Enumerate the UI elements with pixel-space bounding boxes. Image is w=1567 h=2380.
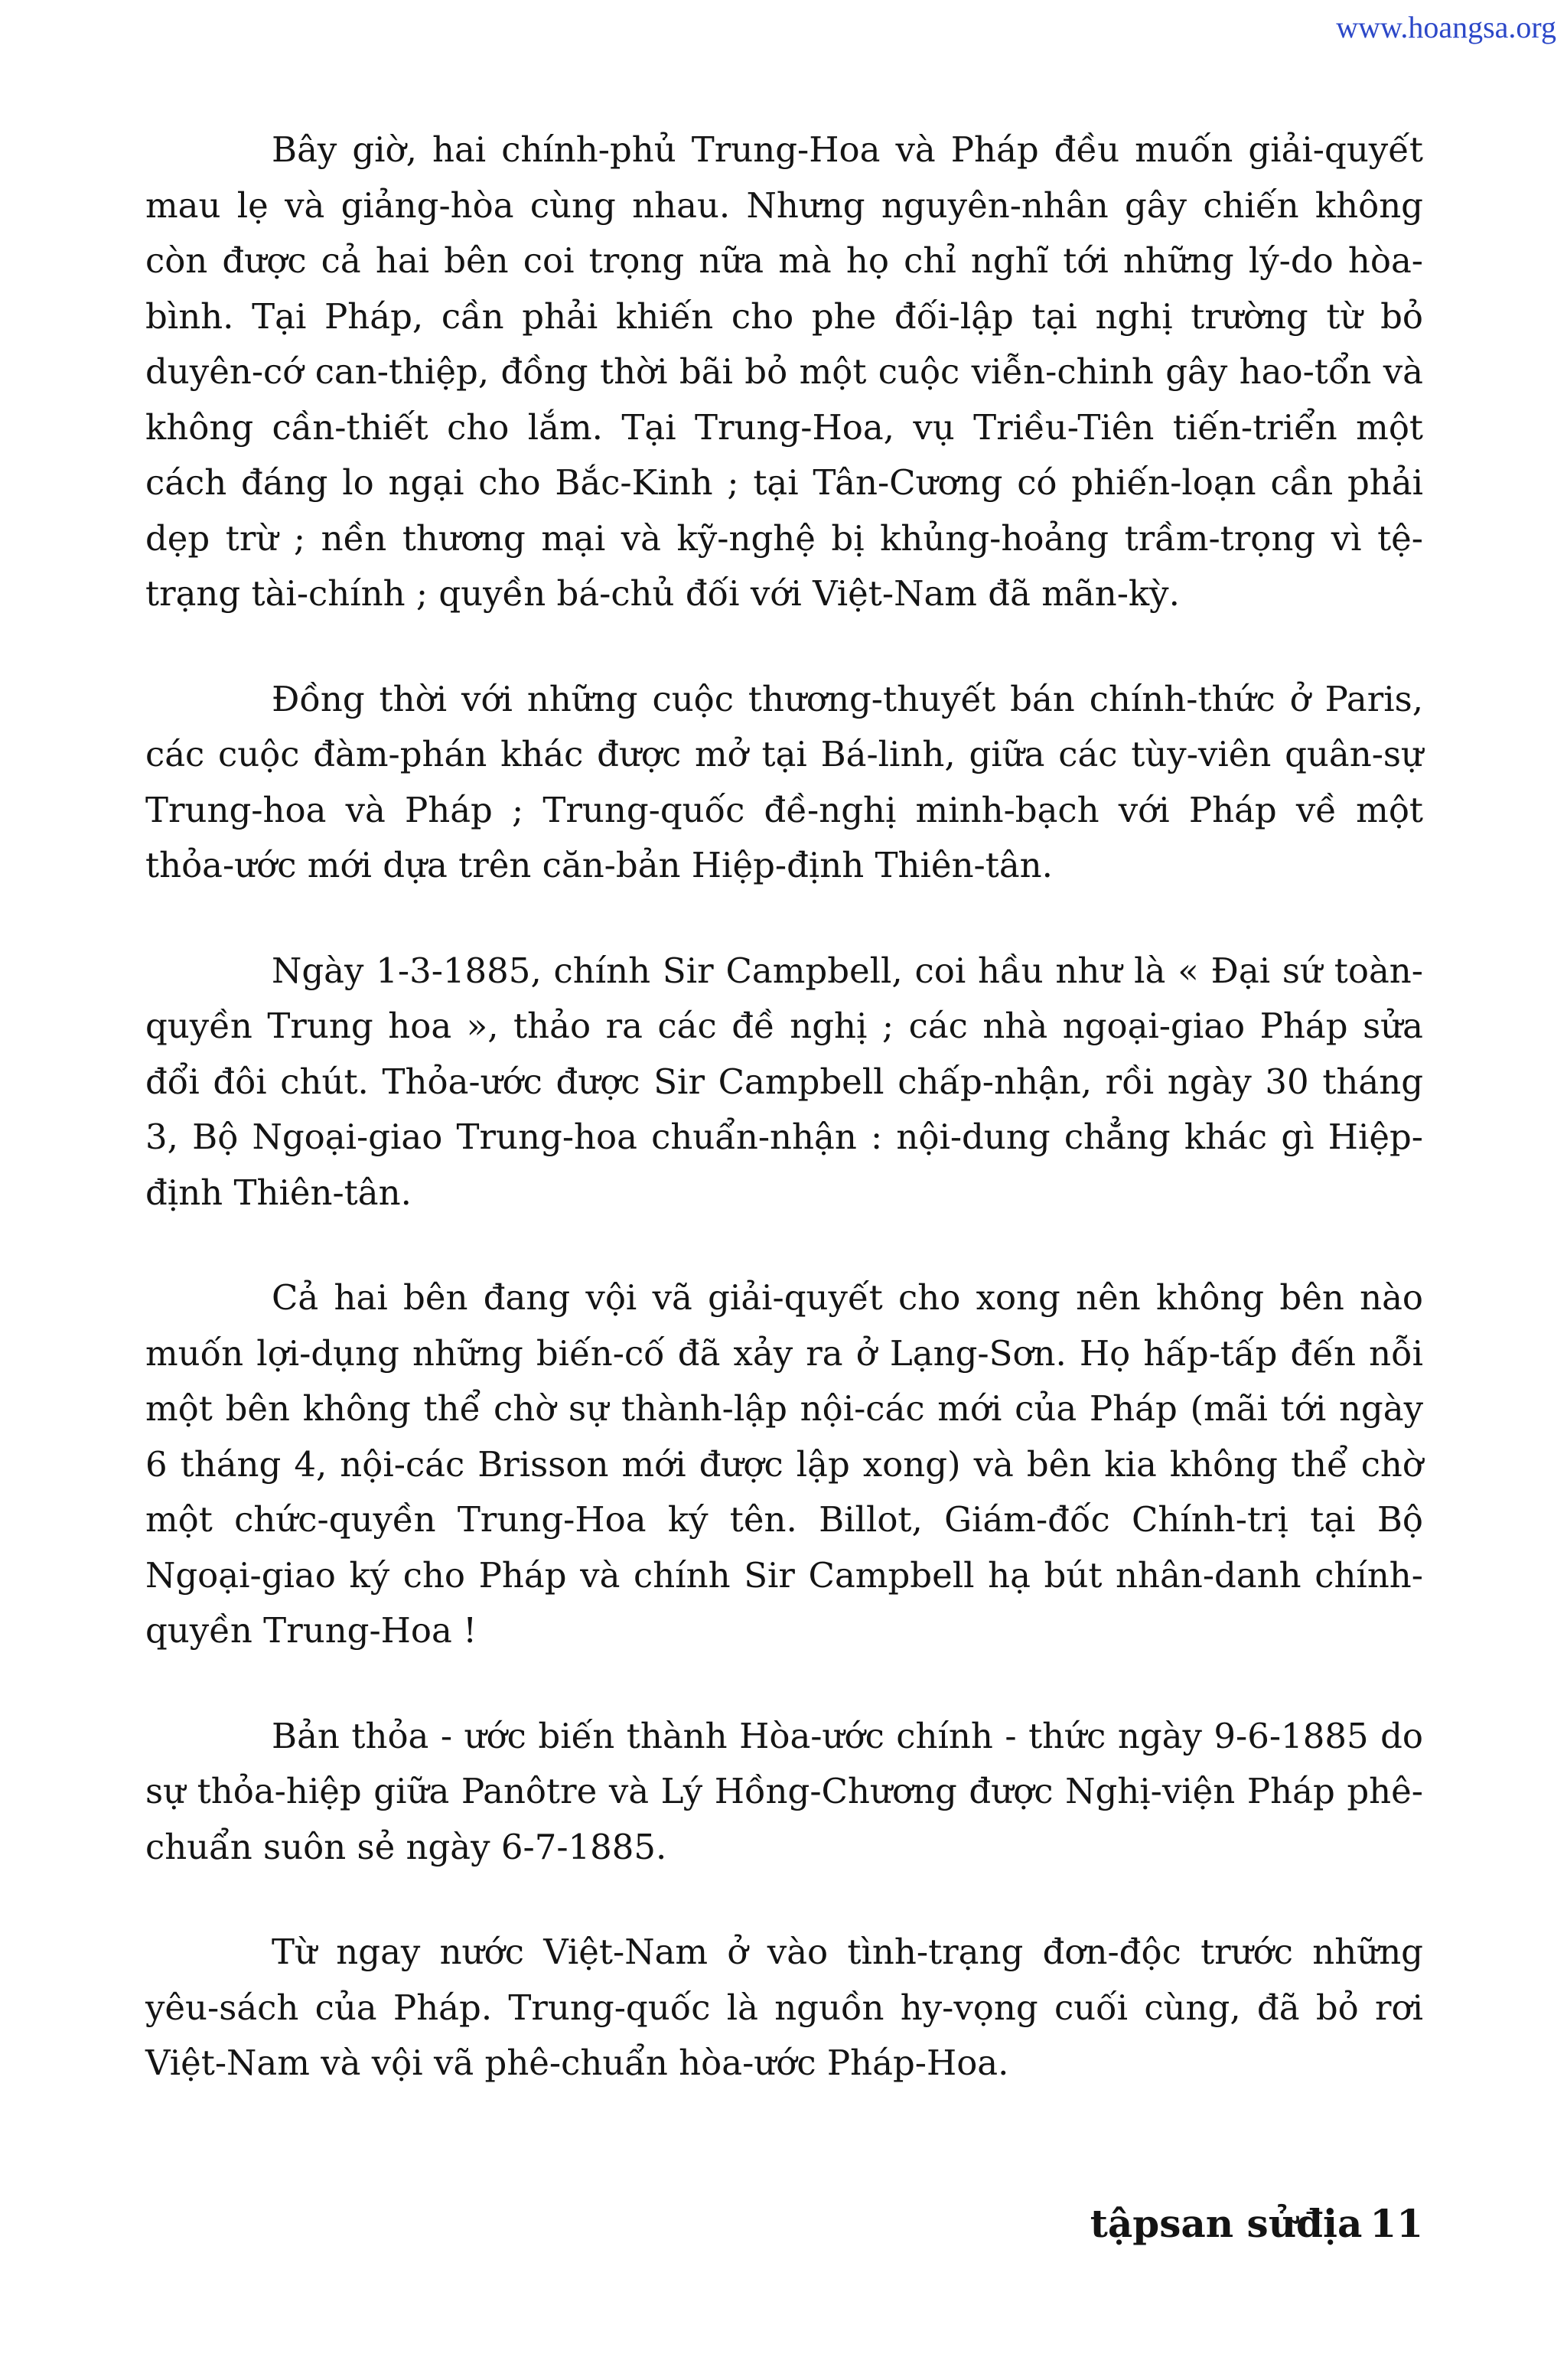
paragraph-4: Cả hai bên đang vội vã giải-quyết cho xong nên không bên nào muốn lợi-dụng những biến-cố đã xảy ra ở Lạng-Sơn. Họ hấp-tấp đến nỗi một bên không thể chờ sự thành-lập nội-các mới của Pháp (mãi tới ngày 6 tháng 4, nội-các Brisson mới được lập xong) và bên kia không thể chờ một chức-quyền Trung-Hoa ký tên. Billot, Giám-đốc Chính-trị tại Bộ Ngoại-giao ký cho Pháp và chính Sir Campbell hạ bút nhân-danh chính-quyền Trung-Hoa ! bbox=[145, 1277, 1423, 1651]
page-footer bbox=[1083, 2201, 1423, 2246]
publication-name: tậpsan sửđịa bbox=[1090, 2201, 1363, 2246]
page-body bbox=[145, 122, 1423, 2141]
paragraph-2: Đồng thời với những cuộc thương-thuyết bán chính-thức ở Paris, các cuộc đàm-phán khác được mở tại Bá-linh, giữa các tùy-viên quân-sự Trung-hoa và Pháp ; Trung-quốc đề-nghị minh-bạch với Pháp về một thỏa-ước mới dựa trên căn-bản Hiệp-định Thiên-tân. bbox=[145, 678, 1423, 885]
website-link[interactable]: www.hoangsa.org bbox=[1336, 10, 1556, 44]
paragraph-1: Bây giờ, hai chính-phủ Trung-Hoa và Pháp đều muốn giải-quyết mau lẹ và giảng-hòa cùng nhau. Nhưng nguyên-nhân gây chiến không còn được cả hai bên coi trọng nữa mà họ chỉ nghĩ tới những lý-do hòa-bình. Tại Pháp, cần phải khiến cho phe đối-lập tại nghị trường từ bỏ duyên-cớ can-thiệp, đồng thời bãi bỏ một cuộc viễn-chinh gây hao-tổn và không cần-thiết cho lắm. Tại Trung-Hoa, vụ Triều-Tiên tiến-triển một cách đáng lo ngại cho Bắc-Kinh ; tại Tân-Cương có phiến-loạn cần phải dẹp trừ ; nền thương mại và kỹ-nghệ bị khủng-hoảng trầm-trọng vì tệ-trạng tài-chính ; quyền bá-chủ đối với Việt-Nam đã mãn-kỳ. bbox=[145, 129, 1423, 614]
paragraph-3: Ngày 1-3-1885, chính Sir Campbell, coi hầu như là « Đại sứ toàn-quyền Trung hoa », thảo ra các đề nghị ; các nhà ngoại-giao Pháp sửa đổi đôi chút. Thỏa-ước được Sir Campbell chấp-nhận, rồi ngày 30 tháng 3, Bộ Ngoại-giao Trung-hoa chuẩn-nhận : nội-dung chẳng khác gì Hiệp-định Thiên-tân. bbox=[145, 950, 1423, 1213]
paragraph-5: Bản thỏa - ước biến thành Hòa-ước chính - thức ngày 9-6-1885 do sự thỏa-hiệp giữa Panôtre và Lý Hồng-Chương được Nghị-viện Pháp phê-chuẩn suôn sẻ ngày 6-7-1885. bbox=[145, 1715, 1423, 1867]
page-number: 11 bbox=[1370, 2201, 1423, 2246]
paragraph-6: Từ ngay nước Việt-Nam ở vào tình-trạng đơn-độc trước những yêu-sách của Pháp. Trung-quốc là nguồn hy-vọng cuối cùng, đã bỏ rơi Việt-Nam và vội vã phê-chuẩn hòa-ước Pháp-Hoa. bbox=[145, 1932, 1423, 2083]
